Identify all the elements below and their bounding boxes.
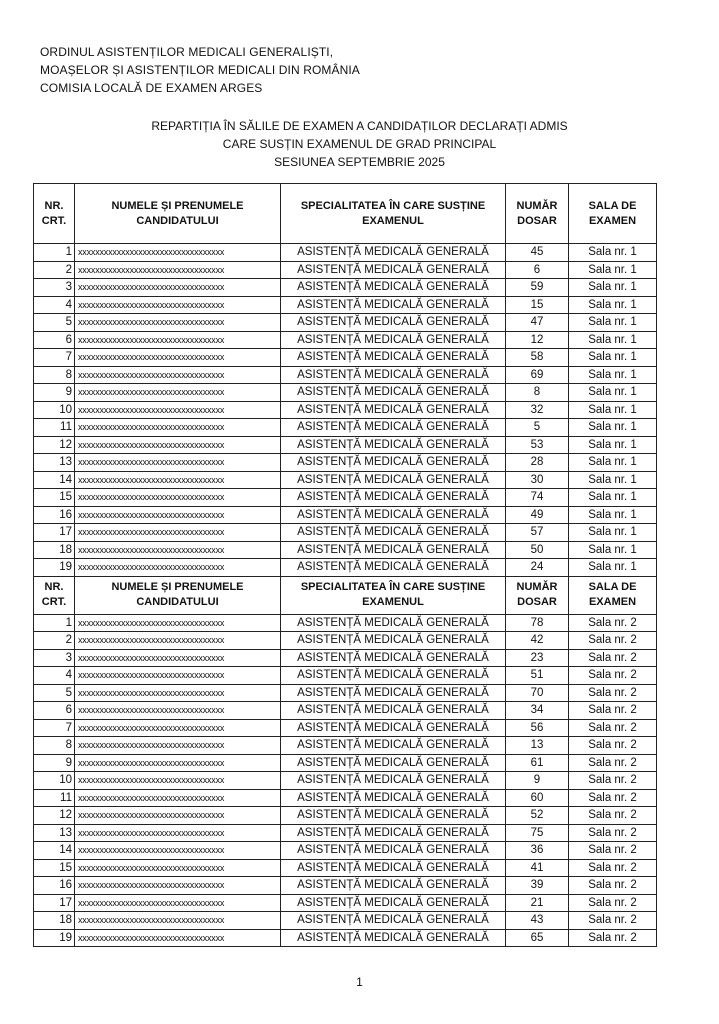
table-row xyxy=(34,912,657,930)
header-line: MOAȘELOR ȘI ASISTENȚILOR MEDICALI DIN ROMÂNIA xyxy=(40,63,360,77)
cell-dosar: 9 xyxy=(506,772,569,790)
cell-dosar: 5 xyxy=(506,419,569,437)
cell-nr: 19 xyxy=(34,559,75,577)
cell-dosar: 57 xyxy=(506,524,569,542)
cell-name: xxxxxxxxxxxxxxxxxxxxxxxxxxxxxxxxxx xyxy=(75,702,281,720)
cell-name: xxxxxxxxxxxxxxxxxxxxxxxxxxxxxxxxxx xyxy=(75,614,281,632)
table-row xyxy=(34,842,657,860)
cell-nr: 17 xyxy=(34,524,75,542)
cell-spec: ASISTENȚĂ MEDICALĂ GENERALĂ xyxy=(281,524,506,542)
title-line: SESIUNEA SEPTEMBRIE 2025 xyxy=(274,155,445,169)
cell-spec: ASISTENȚĂ MEDICALĂ GENERALĂ xyxy=(281,912,506,930)
cell-spec: ASISTENȚĂ MEDICALĂ GENERALĂ xyxy=(281,824,506,842)
cell-spec: ASISTENȚĂ MEDICALĂ GENERALĂ xyxy=(281,632,506,650)
cell-nr: 11 xyxy=(34,419,75,437)
cell-sala: Sala nr. 1 xyxy=(569,296,657,314)
cell-sala: Sala nr. 1 xyxy=(569,436,657,454)
cell-nr: 12 xyxy=(34,436,75,454)
cell-name: xxxxxxxxxxxxxxxxxxxxxxxxxxxxxxxxxx xyxy=(75,894,281,912)
cell-spec: ASISTENȚĂ MEDICALĂ GENERALĂ xyxy=(281,614,506,632)
column-header-dosar: NUMĂR DOSAR xyxy=(506,576,569,614)
cell-nr: 6 xyxy=(34,702,75,720)
cell-spec: ASISTENȚĂ MEDICALĂ GENERALĂ xyxy=(281,331,506,349)
cell-dosar: 23 xyxy=(506,649,569,667)
column-header-name: NUMELE ȘI PRENUMELE CANDIDATULUI xyxy=(75,184,281,244)
cell-sala: Sala nr. 2 xyxy=(569,702,657,720)
cell-nr: 16 xyxy=(34,506,75,524)
cell-sala: Sala nr. 1 xyxy=(569,489,657,507)
cell-name: xxxxxxxxxxxxxxxxxxxxxxxxxxxxxxxxxx xyxy=(75,296,281,314)
cell-spec: ASISTENȚĂ MEDICALĂ GENERALĂ xyxy=(281,894,506,912)
column-header-sala: SALA DE EXAMEN xyxy=(569,184,657,244)
cell-name: xxxxxxxxxxxxxxxxxxxxxxxxxxxxxxxxxx xyxy=(75,929,281,947)
cell-name: xxxxxxxxxxxxxxxxxxxxxxxxxxxxxxxxxx xyxy=(75,261,281,279)
cell-dosar: 13 xyxy=(506,737,569,755)
table-row xyxy=(34,859,657,877)
cell-sala: Sala nr. 2 xyxy=(569,772,657,790)
cell-dosar: 32 xyxy=(506,401,569,419)
cell-sala: Sala nr. 1 xyxy=(569,454,657,472)
cell-spec: ASISTENȚĂ MEDICALĂ GENERALĂ xyxy=(281,384,506,402)
cell-nr: 9 xyxy=(34,754,75,772)
table-header-row xyxy=(34,184,657,244)
cell-name: xxxxxxxxxxxxxxxxxxxxxxxxxxxxxxxxxx xyxy=(75,524,281,542)
cell-dosar: 70 xyxy=(506,684,569,702)
cell-name: xxxxxxxxxxxxxxxxxxxxxxxxxxxxxxxxxx xyxy=(75,384,281,402)
table-row xyxy=(34,754,657,772)
cell-name: xxxxxxxxxxxxxxxxxxxxxxxxxxxxxxxxxx xyxy=(75,684,281,702)
exam-allocation-table xyxy=(33,183,657,947)
cell-sala: Sala nr. 2 xyxy=(569,807,657,825)
cell-sala: Sala nr. 2 xyxy=(569,842,657,860)
cell-sala: Sala nr. 1 xyxy=(569,419,657,437)
cell-spec: ASISTENȚĂ MEDICALĂ GENERALĂ xyxy=(281,244,506,262)
title-line: CARE SUSȚIN EXAMENUL DE GRAD PRINCIPAL xyxy=(222,137,497,151)
cell-nr: 14 xyxy=(34,842,75,860)
cell-dosar: 8 xyxy=(506,384,569,402)
cell-name: xxxxxxxxxxxxxxxxxxxxxxxxxxxxxxxxxx xyxy=(75,859,281,877)
cell-dosar: 47 xyxy=(506,314,569,332)
cell-nr: 15 xyxy=(34,489,75,507)
cell-name: xxxxxxxxxxxxxxxxxxxxxxxxxxxxxxxxxx xyxy=(75,754,281,772)
cell-nr: 8 xyxy=(34,366,75,384)
cell-spec: ASISTENȚĂ MEDICALĂ GENERALĂ xyxy=(281,842,506,860)
cell-spec: ASISTENȚĂ MEDICALĂ GENERALĂ xyxy=(281,471,506,489)
table-row xyxy=(34,632,657,650)
table-row xyxy=(34,506,657,524)
cell-name: xxxxxxxxxxxxxxxxxxxxxxxxxxxxxxxxxx xyxy=(75,419,281,437)
column-header-dosar: NUMĂR DOSAR xyxy=(506,184,569,244)
cell-sala: Sala nr. 2 xyxy=(569,859,657,877)
table-row xyxy=(34,807,657,825)
cell-dosar: 45 xyxy=(506,244,569,262)
table-row xyxy=(34,719,657,737)
cell-sala: Sala nr. 1 xyxy=(569,541,657,559)
cell-nr: 10 xyxy=(34,772,75,790)
cell-name: xxxxxxxxxxxxxxxxxxxxxxxxxxxxxxxxxx xyxy=(75,331,281,349)
table-row xyxy=(34,471,657,489)
cell-nr: 5 xyxy=(34,314,75,332)
table-row xyxy=(34,366,657,384)
cell-nr: 7 xyxy=(34,719,75,737)
cell-spec: ASISTENȚĂ MEDICALĂ GENERALĂ xyxy=(281,279,506,297)
cell-spec: ASISTENȚĂ MEDICALĂ GENERALĂ xyxy=(281,559,506,577)
cell-name: xxxxxxxxxxxxxxxxxxxxxxxxxxxxxxxxxx xyxy=(75,824,281,842)
organization-header xyxy=(40,43,360,97)
table-row xyxy=(34,877,657,895)
cell-spec: ASISTENȚĂ MEDICALĂ GENERALĂ xyxy=(281,261,506,279)
table-row xyxy=(34,524,657,542)
cell-spec: ASISTENȚĂ MEDICALĂ GENERALĂ xyxy=(281,719,506,737)
table-row xyxy=(34,314,657,332)
column-header-spec: SPECIALITATEA ÎN CARE SUSȚINE EXAMENUL xyxy=(281,576,506,614)
table-row xyxy=(34,454,657,472)
cell-sala: Sala nr. 2 xyxy=(569,614,657,632)
cell-sala: Sala nr. 1 xyxy=(569,244,657,262)
table-row xyxy=(34,436,657,454)
cell-nr: 13 xyxy=(34,824,75,842)
cell-nr: 13 xyxy=(34,454,75,472)
cell-nr: 18 xyxy=(34,912,75,930)
cell-nr: 10 xyxy=(34,401,75,419)
cell-dosar: 49 xyxy=(506,506,569,524)
cell-spec: ASISTENȚĂ MEDICALĂ GENERALĂ xyxy=(281,772,506,790)
cell-spec: ASISTENȚĂ MEDICALĂ GENERALĂ xyxy=(281,489,506,507)
cell-name: xxxxxxxxxxxxxxxxxxxxxxxxxxxxxxxxxx xyxy=(75,401,281,419)
cell-nr: 7 xyxy=(34,349,75,367)
cell-name: xxxxxxxxxxxxxxxxxxxxxxxxxxxxxxxxxx xyxy=(75,279,281,297)
cell-sala: Sala nr. 2 xyxy=(569,632,657,650)
table-row xyxy=(34,261,657,279)
cell-sala: Sala nr. 2 xyxy=(569,894,657,912)
cell-dosar: 61 xyxy=(506,754,569,772)
cell-spec: ASISTENȚĂ MEDICALĂ GENERALĂ xyxy=(281,649,506,667)
table-row xyxy=(34,279,657,297)
cell-spec: ASISTENȚĂ MEDICALĂ GENERALĂ xyxy=(281,667,506,685)
cell-spec: ASISTENȚĂ MEDICALĂ GENERALĂ xyxy=(281,401,506,419)
cell-dosar: 75 xyxy=(506,824,569,842)
cell-name: xxxxxxxxxxxxxxxxxxxxxxxxxxxxxxxxxx xyxy=(75,349,281,367)
cell-dosar: 34 xyxy=(506,702,569,720)
table-row xyxy=(34,559,657,577)
cell-dosar: 12 xyxy=(506,331,569,349)
cell-name: xxxxxxxxxxxxxxxxxxxxxxxxxxxxxxxxxx xyxy=(75,244,281,262)
cell-sala: Sala nr. 2 xyxy=(569,912,657,930)
table-row xyxy=(34,244,657,262)
cell-nr: 2 xyxy=(34,261,75,279)
cell-name: xxxxxxxxxxxxxxxxxxxxxxxxxxxxxxxxxx xyxy=(75,632,281,650)
cell-spec: ASISTENȚĂ MEDICALĂ GENERALĂ xyxy=(281,807,506,825)
table-row xyxy=(34,667,657,685)
cell-nr: 1 xyxy=(34,244,75,262)
table-row xyxy=(34,894,657,912)
column-header-name: NUMELE ȘI PRENUMELE CANDIDATULUI xyxy=(75,576,281,614)
cell-spec: ASISTENȚĂ MEDICALĂ GENERALĂ xyxy=(281,541,506,559)
cell-dosar: 52 xyxy=(506,807,569,825)
cell-sala: Sala nr. 1 xyxy=(569,471,657,489)
cell-nr: 1 xyxy=(34,614,75,632)
cell-nr: 19 xyxy=(34,929,75,947)
cell-dosar: 43 xyxy=(506,912,569,930)
cell-nr: 17 xyxy=(34,894,75,912)
page-number: 1 xyxy=(356,975,363,989)
cell-sala: Sala nr. 2 xyxy=(569,789,657,807)
cell-dosar: 39 xyxy=(506,877,569,895)
cell-nr: 5 xyxy=(34,684,75,702)
cell-spec: ASISTENȚĂ MEDICALĂ GENERALĂ xyxy=(281,737,506,755)
cell-spec: ASISTENȚĂ MEDICALĂ GENERALĂ xyxy=(281,506,506,524)
table-row xyxy=(34,419,657,437)
cell-nr: 12 xyxy=(34,807,75,825)
cell-spec: ASISTENȚĂ MEDICALĂ GENERALĂ xyxy=(281,436,506,454)
cell-sala: Sala nr. 2 xyxy=(569,719,657,737)
cell-sala: Sala nr. 1 xyxy=(569,279,657,297)
cell-name: xxxxxxxxxxxxxxxxxxxxxxxxxxxxxxxxxx xyxy=(75,719,281,737)
cell-name: xxxxxxxxxxxxxxxxxxxxxxxxxxxxxxxxxx xyxy=(75,737,281,755)
cell-dosar: 6 xyxy=(506,261,569,279)
table-row xyxy=(34,789,657,807)
cell-sala: Sala nr. 2 xyxy=(569,737,657,755)
table-row xyxy=(34,929,657,947)
cell-nr: 6 xyxy=(34,331,75,349)
cell-spec: ASISTENȚĂ MEDICALĂ GENERALĂ xyxy=(281,877,506,895)
header-line: ORDINUL ASISTENȚILOR MEDICALI GENERALIȘTI, xyxy=(40,45,334,59)
cell-dosar: 28 xyxy=(506,454,569,472)
cell-nr: 11 xyxy=(34,789,75,807)
cell-name: xxxxxxxxxxxxxxxxxxxxxxxxxxxxxxxxxx xyxy=(75,877,281,895)
cell-nr: 8 xyxy=(34,737,75,755)
cell-nr: 9 xyxy=(34,384,75,402)
cell-dosar: 65 xyxy=(506,929,569,947)
cell-dosar: 30 xyxy=(506,471,569,489)
cell-spec: ASISTENȚĂ MEDICALĂ GENERALĂ xyxy=(281,754,506,772)
column-header-sala: SALA DE EXAMEN xyxy=(569,576,657,614)
column-header-spec: SPECIALITATEA ÎN CARE SUSȚINE EXAMENUL xyxy=(281,184,506,244)
cell-name: xxxxxxxxxxxxxxxxxxxxxxxxxxxxxxxxxx xyxy=(75,489,281,507)
table-header-row xyxy=(34,576,657,614)
header-line: COMISIA LOCALĂ DE EXAMEN ARGES xyxy=(40,81,263,95)
cell-spec: ASISTENȚĂ MEDICALĂ GENERALĂ xyxy=(281,366,506,384)
cell-nr: 14 xyxy=(34,471,75,489)
cell-sala: Sala nr. 2 xyxy=(569,684,657,702)
cell-dosar: 56 xyxy=(506,719,569,737)
cell-sala: Sala nr. 1 xyxy=(569,524,657,542)
cell-spec: ASISTENȚĂ MEDICALĂ GENERALĂ xyxy=(281,702,506,720)
cell-name: xxxxxxxxxxxxxxxxxxxxxxxxxxxxxxxxxx xyxy=(75,807,281,825)
table-row xyxy=(34,331,657,349)
table-row xyxy=(34,401,657,419)
cell-dosar: 59 xyxy=(506,279,569,297)
column-header-nr: NR. CRT. xyxy=(34,576,75,614)
table-row xyxy=(34,684,657,702)
table-row xyxy=(34,384,657,402)
cell-sala: Sala nr. 1 xyxy=(569,559,657,577)
cell-name: xxxxxxxxxxxxxxxxxxxxxxxxxxxxxxxxxx xyxy=(75,471,281,489)
table-row xyxy=(34,541,657,559)
cell-dosar: 58 xyxy=(506,349,569,367)
cell-dosar: 21 xyxy=(506,894,569,912)
cell-name: xxxxxxxxxxxxxxxxxxxxxxxxxxxxxxxxxx xyxy=(75,772,281,790)
cell-nr: 2 xyxy=(34,632,75,650)
cell-name: xxxxxxxxxxxxxxxxxxxxxxxxxxxxxxxxxx xyxy=(75,667,281,685)
cell-sala: Sala nr. 1 xyxy=(569,366,657,384)
cell-name: xxxxxxxxxxxxxxxxxxxxxxxxxxxxxxxxxx xyxy=(75,649,281,667)
title-line: REPARTIȚIA ÎN SĂLILE DE EXAMEN A CANDIDAȚILOR DECLARAȚI ADMIS xyxy=(151,119,568,133)
table-row xyxy=(34,489,657,507)
cell-name: xxxxxxxxxxxxxxxxxxxxxxxxxxxxxxxxxx xyxy=(75,842,281,860)
cell-spec: ASISTENȚĂ MEDICALĂ GENERALĂ xyxy=(281,349,506,367)
cell-spec: ASISTENȚĂ MEDICALĂ GENERALĂ xyxy=(281,419,506,437)
cell-nr: 4 xyxy=(34,667,75,685)
cell-sala: Sala nr. 1 xyxy=(569,314,657,332)
cell-name: xxxxxxxxxxxxxxxxxxxxxxxxxxxxxxxxxx xyxy=(75,314,281,332)
cell-dosar: 50 xyxy=(506,541,569,559)
cell-nr: 16 xyxy=(34,877,75,895)
cell-nr: 3 xyxy=(34,649,75,667)
table-row xyxy=(34,614,657,632)
cell-sala: Sala nr. 1 xyxy=(569,384,657,402)
cell-spec: ASISTENȚĂ MEDICALĂ GENERALĂ xyxy=(281,454,506,472)
cell-dosar: 74 xyxy=(506,489,569,507)
cell-name: xxxxxxxxxxxxxxxxxxxxxxxxxxxxxxxxxx xyxy=(75,789,281,807)
cell-spec: ASISTENȚĂ MEDICALĂ GENERALĂ xyxy=(281,314,506,332)
cell-dosar: 24 xyxy=(506,559,569,577)
cell-dosar: 60 xyxy=(506,789,569,807)
table-row xyxy=(34,824,657,842)
table-row xyxy=(34,702,657,720)
document-title xyxy=(0,117,719,171)
cell-dosar: 41 xyxy=(506,859,569,877)
cell-sala: Sala nr. 2 xyxy=(569,929,657,947)
table-row xyxy=(34,737,657,755)
cell-spec: ASISTENȚĂ MEDICALĂ GENERALĂ xyxy=(281,929,506,947)
cell-nr: 4 xyxy=(34,296,75,314)
cell-sala: Sala nr. 2 xyxy=(569,824,657,842)
cell-name: xxxxxxxxxxxxxxxxxxxxxxxxxxxxxxxxxx xyxy=(75,912,281,930)
cell-spec: ASISTENȚĂ MEDICALĂ GENERALĂ xyxy=(281,789,506,807)
table-row xyxy=(34,349,657,367)
cell-name: xxxxxxxxxxxxxxxxxxxxxxxxxxxxxxxxxx xyxy=(75,559,281,577)
cell-dosar: 69 xyxy=(506,366,569,384)
cell-dosar: 36 xyxy=(506,842,569,860)
cell-spec: ASISTENȚĂ MEDICALĂ GENERALĂ xyxy=(281,684,506,702)
cell-sala: Sala nr. 2 xyxy=(569,877,657,895)
cell-sala: Sala nr. 1 xyxy=(569,401,657,419)
cell-sala: Sala nr. 2 xyxy=(569,667,657,685)
cell-nr: 15 xyxy=(34,859,75,877)
cell-name: xxxxxxxxxxxxxxxxxxxxxxxxxxxxxxxxxx xyxy=(75,366,281,384)
cell-nr: 3 xyxy=(34,279,75,297)
cell-sala: Sala nr. 1 xyxy=(569,506,657,524)
cell-spec: ASISTENȚĂ MEDICALĂ GENERALĂ xyxy=(281,296,506,314)
table-row xyxy=(34,772,657,790)
cell-sala: Sala nr. 1 xyxy=(569,331,657,349)
cell-name: xxxxxxxxxxxxxxxxxxxxxxxxxxxxxxxxxx xyxy=(75,506,281,524)
cell-sala: Sala nr. 2 xyxy=(569,649,657,667)
cell-spec: ASISTENȚĂ MEDICALĂ GENERALĂ xyxy=(281,859,506,877)
cell-sala: Sala nr. 1 xyxy=(569,261,657,279)
cell-dosar: 78 xyxy=(506,614,569,632)
cell-dosar: 51 xyxy=(506,667,569,685)
cell-dosar: 53 xyxy=(506,436,569,454)
cell-sala: Sala nr. 1 xyxy=(569,349,657,367)
cell-name: xxxxxxxxxxxxxxxxxxxxxxxxxxxxxxxxxx xyxy=(75,454,281,472)
cell-sala: Sala nr. 2 xyxy=(569,754,657,772)
table-row xyxy=(34,649,657,667)
cell-dosar: 15 xyxy=(506,296,569,314)
table-row xyxy=(34,296,657,314)
cell-dosar: 42 xyxy=(506,632,569,650)
cell-name: xxxxxxxxxxxxxxxxxxxxxxxxxxxxxxxxxx xyxy=(75,541,281,559)
cell-name: xxxxxxxxxxxxxxxxxxxxxxxxxxxxxxxxxx xyxy=(75,436,281,454)
cell-nr: 18 xyxy=(34,541,75,559)
column-header-nr: NR. CRT. xyxy=(34,184,75,244)
